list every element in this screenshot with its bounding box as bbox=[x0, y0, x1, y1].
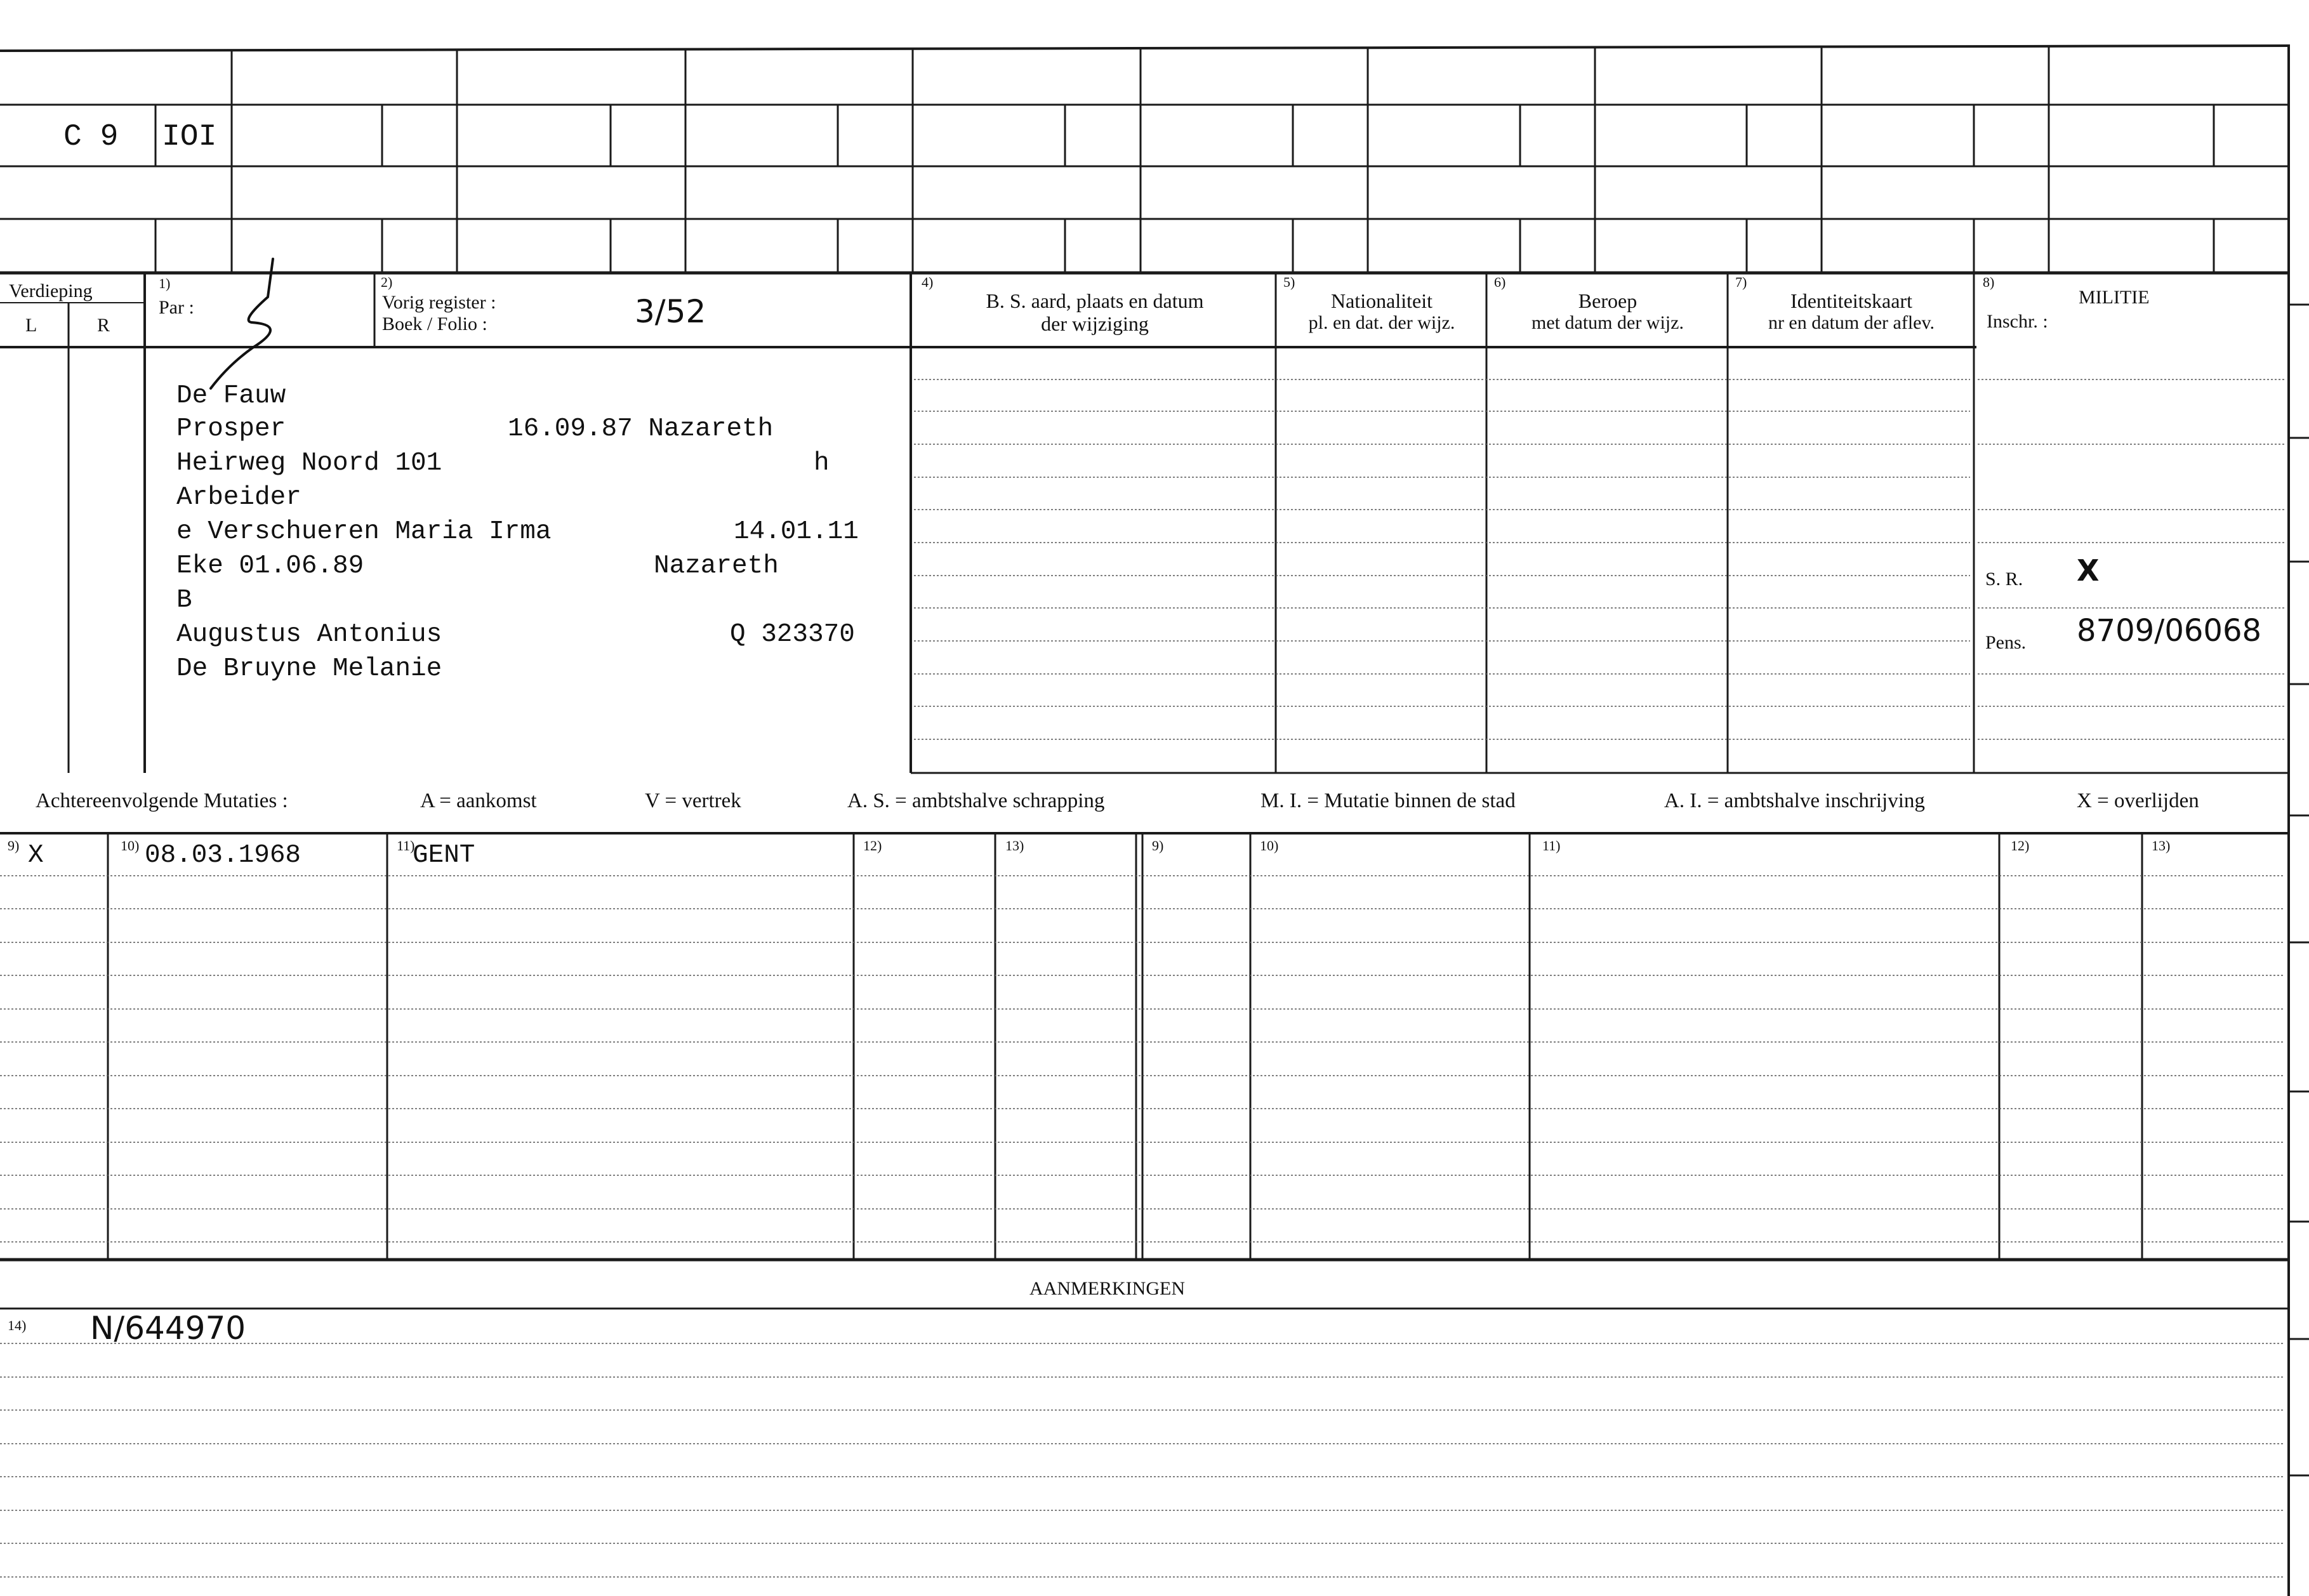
person-b-marker: B bbox=[176, 586, 192, 615]
mutaties-title: Achtereenvolgende Mutaties : bbox=[36, 789, 288, 812]
beroep-line2: met datum der wijz. bbox=[1532, 312, 1684, 333]
mutatie-date: 08.03.1968 bbox=[145, 841, 301, 870]
legend-mutatie-binnen-stad: M. I. = Mutatie binnen de stad bbox=[1260, 789, 1516, 812]
person-h-marker: h bbox=[814, 449, 830, 478]
identiteit-line1: Identiteitskaart bbox=[1790, 289, 1912, 312]
militie-sr-value: X bbox=[2077, 553, 2100, 588]
mutatie-place: GENT bbox=[413, 841, 475, 870]
mut-col-13: 13) bbox=[1005, 838, 1024, 854]
aanmerkingen-value: N/644970 bbox=[90, 1310, 246, 1347]
person-father: Augustus Antonius bbox=[176, 620, 442, 649]
mut-col-12b: 12) bbox=[2011, 838, 2030, 854]
person-spouse: e Verschueren Maria Irma bbox=[176, 517, 552, 546]
mut-col-10b: 10) bbox=[1260, 838, 1279, 854]
person-address: Heirweg Noord 101 bbox=[176, 449, 442, 478]
nationaliteit-line2: pl. en dat. der wijz. bbox=[1308, 312, 1455, 333]
beroep-number: 6) bbox=[1494, 274, 1506, 290]
mut-col-10: 10) bbox=[121, 838, 140, 854]
mut-col-13b: 13) bbox=[2152, 838, 2171, 854]
mut-col-9: 9) bbox=[8, 838, 20, 854]
nationaliteit-line1: Nationaliteit bbox=[1331, 289, 1432, 312]
militie-sr-label: S. R. bbox=[1985, 569, 2023, 590]
militie-title: MILITIE bbox=[2079, 287, 2150, 308]
identiteit-line2: nr en datum der aflev. bbox=[1768, 312, 1935, 333]
boek-folio-value: 3/52 bbox=[635, 293, 706, 330]
legend-ambtshalve-schrapping: A. S. = ambtshalve schrapping bbox=[847, 789, 1105, 812]
vorig-number: 2) bbox=[381, 274, 393, 290]
beroep-line1: Beroep bbox=[1578, 289, 1637, 312]
bs-number: 4) bbox=[922, 274, 934, 290]
person-birth: 16.09.87 Nazareth bbox=[508, 414, 774, 444]
mutatie-code: X bbox=[28, 841, 44, 870]
nationaliteit-number: 5) bbox=[1283, 274, 1295, 290]
militie-inschr-label: Inschr. : bbox=[1987, 311, 2048, 332]
militie-pens-label: Pens. bbox=[1985, 632, 2027, 653]
mut-col-11b: 11) bbox=[1542, 838, 1561, 854]
legend-ambtshalve-inschrijving: A. I. = ambtshalve inschrijving bbox=[1664, 789, 1925, 812]
identiteit-number: 7) bbox=[1735, 274, 1747, 290]
person-spouse-birth: Eke 01.06.89 bbox=[176, 551, 364, 581]
legend-aankomst: A = aankomst bbox=[420, 789, 537, 812]
aanmerkingen-title: AANMERKINGEN bbox=[1029, 1278, 1185, 1299]
person-occupation: Arbeider bbox=[176, 483, 301, 512]
vorig-register-label: Vorig register : bbox=[382, 292, 496, 313]
legend-vertrek: V = vertrek bbox=[645, 789, 741, 812]
par-label: Par : bbox=[159, 297, 194, 318]
par-number: 1) bbox=[159, 275, 171, 291]
person-firstname: Prosper bbox=[176, 414, 286, 444]
bs-line1: B. S. aard, plaats en datum bbox=[986, 289, 1204, 312]
militie-number: 8) bbox=[1983, 274, 1995, 290]
verdieping-right: R bbox=[97, 315, 110, 336]
verdieping-label: Verdieping bbox=[9, 280, 93, 301]
mut-col-12: 12) bbox=[863, 838, 882, 854]
person-spouse-place: Nazareth bbox=[654, 551, 779, 581]
person-surname: De Fauw bbox=[176, 381, 286, 411]
militie-pens-value: 8709/06068 bbox=[2077, 613, 2262, 649]
grid-cell-number: IOI bbox=[162, 120, 217, 154]
person-mother: De Bruyne Melanie bbox=[176, 654, 442, 683]
person-spouse-date: 14.01.11 bbox=[734, 517, 859, 546]
verdieping-left: L bbox=[25, 315, 37, 336]
aanmerkingen-number: 14) bbox=[8, 1317, 27, 1333]
mut-col-9b: 9) bbox=[1152, 838, 1164, 854]
bs-line2: der wijziging bbox=[1041, 312, 1149, 335]
grid-cell-code: C 9 bbox=[63, 120, 119, 154]
mut-col-11: 11) bbox=[397, 838, 415, 854]
legend-overlijden: X = overlijden bbox=[2077, 789, 2199, 812]
person-father-code: Q 323370 bbox=[730, 620, 855, 649]
boek-folio-label: Boek / Folio : bbox=[382, 313, 487, 334]
